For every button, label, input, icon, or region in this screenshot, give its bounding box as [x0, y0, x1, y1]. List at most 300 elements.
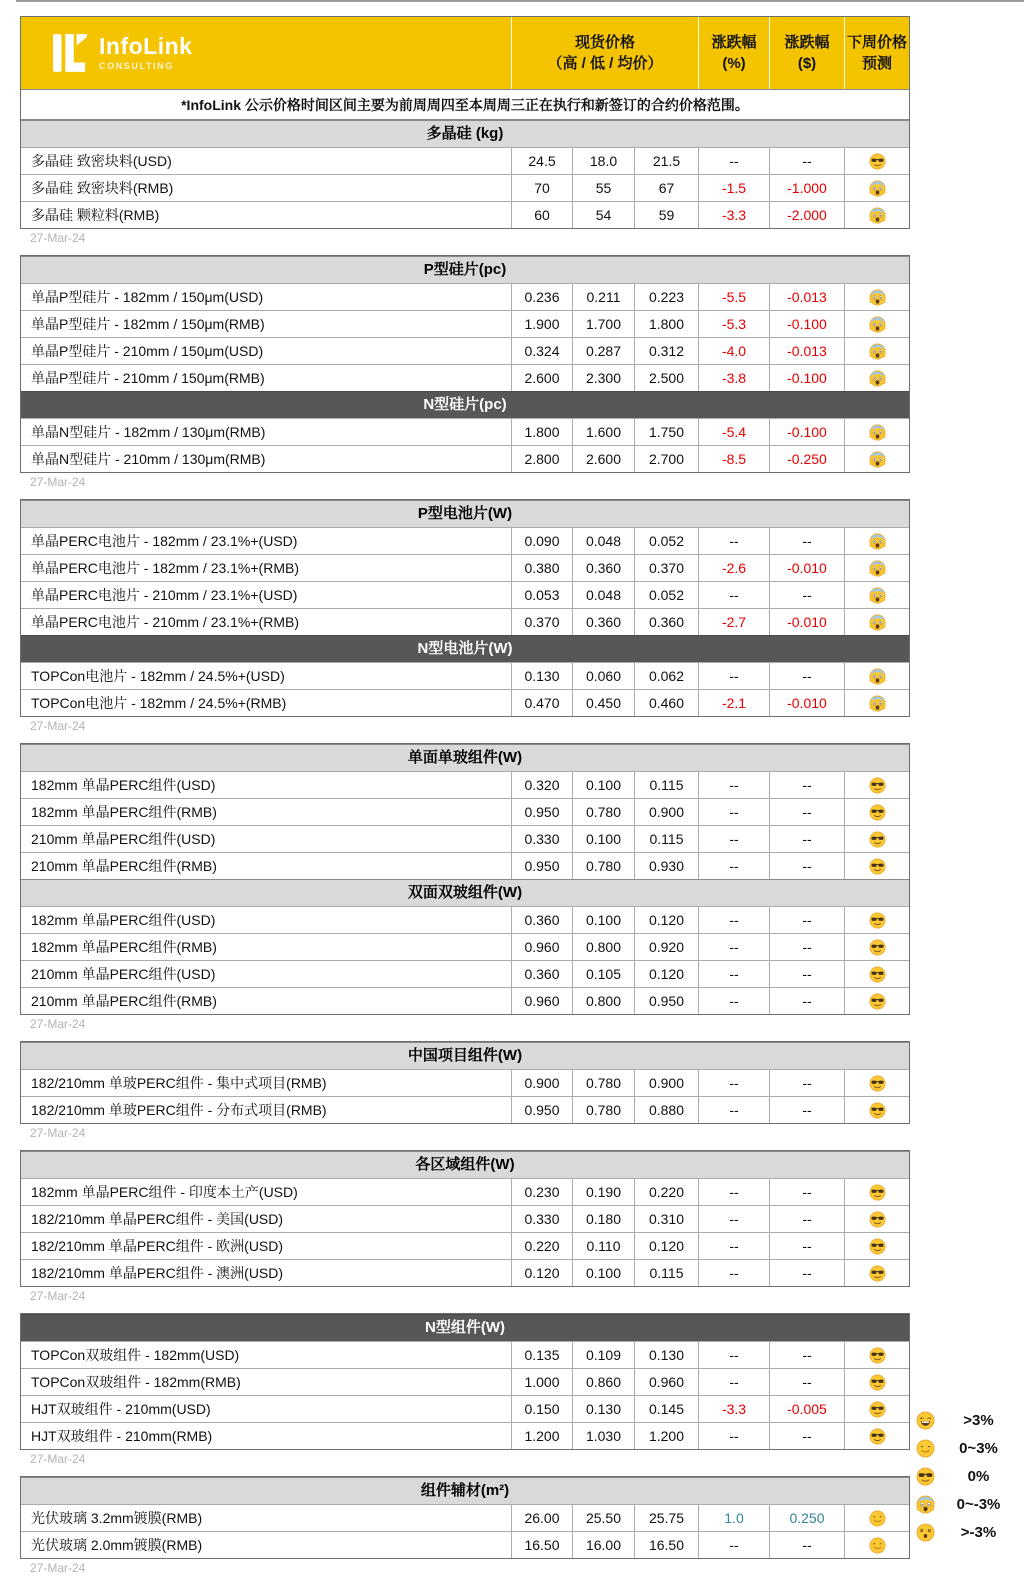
low-price-cell: 0.287 [572, 338, 634, 364]
low-price-cell: 0.780 [572, 799, 634, 825]
table-row [21, 174, 909, 201]
low-price-cell: 0.110 [572, 1233, 634, 1259]
change-pct-cell: -2.7 [698, 609, 769, 635]
product-label: 210mm 单晶PERC组件(USD) [31, 831, 216, 847]
legend-item [912, 1490, 1022, 1518]
section-header: 中国项目组件(W) [21, 1042, 909, 1069]
product-label: 182mm 单晶PERC组件 - 印度本土产(USD) [31, 1184, 298, 1200]
forecast-label-line1: 下周价格 [846, 34, 907, 51]
change-pct-sublabel: (%) [722, 55, 746, 72]
section-container [21, 120, 909, 228]
avg-price-cell: 0.220 [634, 1179, 698, 1205]
change-usd-cell: -0.100 [769, 419, 844, 445]
avg-price-cell: 0.920 [634, 934, 698, 960]
legend-label: 0~-3% [956, 1495, 1001, 1513]
high-price-cell: 16.50 [511, 1532, 572, 1558]
scream-emoji-icon [869, 316, 886, 333]
high-price-cell: 0.330 [511, 826, 572, 852]
avg-price-cell: 21.5 [634, 148, 698, 174]
table-row [21, 310, 909, 337]
table-row [21, 825, 909, 852]
scream-emoji-icon [869, 668, 886, 685]
avg-price-cell: 0.130 [634, 1342, 698, 1368]
change-usd-cell: -0.013 [769, 284, 844, 310]
column-header-forecast [844, 17, 909, 89]
low-price-cell: 0.109 [572, 1342, 634, 1368]
avg-price-cell: 0.460 [634, 690, 698, 716]
sunglasses-emoji-icon [869, 993, 886, 1010]
change-usd-cell: -- [769, 663, 844, 689]
product-label: 210mm 单晶PERC组件(RMB) [31, 993, 217, 1009]
product-label: 单晶P型硅片 - 182mm / 150μm(USD) [31, 289, 264, 305]
product-label: 单晶P型硅片 - 182mm / 150μm(RMB) [31, 316, 265, 332]
low-price-cell: 0.360 [572, 555, 634, 581]
forecast-cell [844, 528, 909, 554]
avg-price-cell: 1.750 [634, 419, 698, 445]
high-price-cell: 2.600 [511, 365, 572, 391]
forecast-cell [844, 1233, 909, 1259]
date-label: 27-Mar-24 [30, 1561, 86, 1575]
sunglasses-emoji-icon [869, 804, 886, 821]
brand-area [21, 17, 511, 89]
legend-item [912, 1518, 1022, 1546]
table-row [21, 933, 909, 960]
change-pct-cell: -- [698, 1070, 769, 1096]
change-pct-label: 涨跌幅 [711, 34, 757, 51]
section-header: P型硅片(pc) [21, 256, 909, 283]
avg-price-cell: 0.062 [634, 663, 698, 689]
avg-price-cell: 0.052 [634, 528, 698, 554]
product-label: 182mm 单晶PERC组件(USD) [31, 912, 216, 928]
date-label: 27-Mar-24 [30, 1289, 86, 1303]
change-usd-label: 涨跌幅 [784, 34, 830, 51]
section-header: 组件辅材(m²) [21, 1477, 909, 1504]
forecast-cell [844, 826, 909, 852]
high-price-cell: 0.380 [511, 555, 572, 581]
product-label: 光伏玻璃 3.2mm镀膜(RMB) [31, 1510, 203, 1526]
product-label: 单晶PERC电池片 - 210mm / 23.1%+(RMB) [31, 614, 299, 630]
product-label: 单晶N型硅片 - 210mm / 130μm(RMB) [31, 451, 266, 467]
low-price-cell: 0.105 [572, 961, 634, 987]
avg-price-cell: 0.120 [634, 907, 698, 933]
product-label: 光伏玻璃 2.0mm镀膜(RMB) [31, 1537, 203, 1553]
high-price-cell: 0.320 [511, 772, 572, 798]
high-price-cell: 0.370 [511, 609, 572, 635]
low-price-cell: 0.060 [572, 663, 634, 689]
high-price-cell: 1.200 [511, 1423, 572, 1449]
forecast-cell [844, 1369, 909, 1395]
change-pct-cell: -- [698, 907, 769, 933]
change-usd-cell: -- [769, 907, 844, 933]
low-price-cell: 55 [572, 175, 634, 201]
product-label: TOPCon双玻组件 - 182mm(USD) [31, 1347, 240, 1363]
product-label: 182mm 单晶PERC组件(USD) [31, 777, 216, 793]
grin-emoji-icon [916, 1411, 935, 1430]
forecast-cell [844, 1206, 909, 1232]
change-pct-cell: -- [698, 1206, 769, 1232]
low-price-cell: 0.048 [572, 582, 634, 608]
low-price-cell: 0.780 [572, 1070, 634, 1096]
legend-label: >-3% [960, 1523, 997, 1541]
sunglasses-emoji-icon [869, 966, 886, 983]
low-price-cell: 0.100 [572, 1260, 634, 1286]
forecast-cell [844, 934, 909, 960]
avg-price-cell: 0.900 [634, 1070, 698, 1096]
scream-emoji-icon [869, 370, 886, 387]
table-row [21, 1504, 909, 1531]
sunglasses-emoji-icon [869, 1374, 886, 1391]
table-row [21, 283, 909, 310]
change-usd-cell: -- [769, 1342, 844, 1368]
section-header: 多晶硅 (kg) [21, 120, 909, 147]
table-row [21, 364, 909, 391]
table-row [21, 1531, 909, 1558]
low-price-cell: 0.860 [572, 1369, 634, 1395]
table-row [21, 418, 909, 445]
high-price-cell: 0.960 [511, 988, 572, 1014]
low-price-cell: 0.211 [572, 284, 634, 310]
column-header-spot-price [511, 17, 698, 89]
change-usd-sublabel: ($) [797, 55, 817, 72]
sunglasses-emoji-icon [869, 1265, 886, 1282]
low-price-cell: 54 [572, 202, 634, 228]
scream-emoji-icon [869, 451, 886, 468]
change-usd-cell: -- [769, 826, 844, 852]
avg-price-cell: 0.115 [634, 772, 698, 798]
change-pct-cell: -4.0 [698, 338, 769, 364]
high-price-cell: 0.360 [511, 907, 572, 933]
table-row [21, 1368, 909, 1395]
section-header: N型硅片(pc) [21, 391, 909, 418]
high-price-cell: 0.324 [511, 338, 572, 364]
change-usd-cell: -- [769, 799, 844, 825]
avg-price-cell: 0.120 [634, 961, 698, 987]
product-label: 182/210mm 单晶PERC组件 - 澳洲(USD) [31, 1265, 284, 1281]
product-label: 多晶硅 致密块料(RMB) [31, 180, 174, 196]
low-price-cell: 1.030 [572, 1423, 634, 1449]
change-pct-cell: -- [698, 799, 769, 825]
forecast-cell [844, 1505, 909, 1531]
low-price-cell: 18.0 [572, 148, 634, 174]
price-table-block [20, 743, 910, 1015]
price-table-block [20, 499, 910, 717]
scream-emoji-icon [869, 180, 886, 197]
high-price-cell: 0.120 [511, 1260, 572, 1286]
change-usd-cell: -- [769, 1070, 844, 1096]
change-pct-cell: -- [698, 528, 769, 554]
change-usd-cell: -- [769, 1260, 844, 1286]
smile-emoji-icon [869, 1537, 886, 1554]
table-row [21, 147, 909, 174]
low-price-cell: 2.600 [572, 446, 634, 472]
change-usd-cell: -- [769, 772, 844, 798]
brand-subtitle: CONSULTING [99, 61, 174, 71]
avg-price-cell: 0.052 [634, 582, 698, 608]
table-row [21, 1422, 909, 1449]
sunglasses-emoji-icon [869, 1238, 886, 1255]
high-price-cell: 70 [511, 175, 572, 201]
product-label: 182/210mm 单晶PERC组件 - 欧洲(USD) [31, 1238, 284, 1254]
product-label: TOPCon电池片 - 182mm / 24.5%+(RMB) [31, 695, 287, 711]
scream-emoji-icon [916, 1495, 935, 1514]
forecast-cell [844, 175, 909, 201]
change-usd-cell: -0.013 [769, 338, 844, 364]
section-header: N型组件(W) [21, 1314, 909, 1341]
price-table-block [20, 1476, 910, 1559]
product-label: 210mm 单晶PERC组件(USD) [31, 966, 216, 982]
scream-emoji-icon [869, 560, 886, 577]
change-pct-cell: -- [698, 961, 769, 987]
change-pct-cell: 1.0 [698, 1505, 769, 1531]
change-pct-cell: -- [698, 148, 769, 174]
change-usd-cell: -0.010 [769, 555, 844, 581]
change-usd-cell: -- [769, 1423, 844, 1449]
change-pct-cell: -- [698, 826, 769, 852]
change-usd-cell: -- [769, 1179, 844, 1205]
change-pct-cell: -2.1 [698, 690, 769, 716]
high-price-cell: 0.150 [511, 1396, 572, 1422]
high-price-cell: 24.5 [511, 148, 572, 174]
avg-price-cell: 1.200 [634, 1423, 698, 1449]
table-row [21, 771, 909, 798]
avg-price-cell: 0.120 [634, 1233, 698, 1259]
table-row [21, 1395, 909, 1422]
change-pct-cell: -2.6 [698, 555, 769, 581]
forecast-label-line2: 预测 [861, 55, 892, 72]
avg-price-cell: 0.880 [634, 1097, 698, 1123]
forecast-cell [844, 772, 909, 798]
table-row [21, 960, 909, 987]
avg-price-cell: 59 [634, 202, 698, 228]
low-price-cell: 0.780 [572, 853, 634, 879]
disclaimer-note: *InfoLink 公示价格时间区间主要为前周周四至本周周三正在执行和新签订的合约价格范围。 [21, 89, 909, 120]
change-usd-cell: -0.010 [769, 690, 844, 716]
price-table-main-block [20, 16, 910, 229]
forecast-cell [844, 1260, 909, 1286]
low-price-cell: 0.800 [572, 988, 634, 1014]
low-price-cell: 0.190 [572, 1179, 634, 1205]
infolink-logo-icon [53, 32, 87, 74]
sunglasses-emoji-icon [869, 831, 886, 848]
sunglasses-emoji-icon [869, 939, 886, 956]
forecast-cell [844, 1342, 909, 1368]
high-price-cell: 0.960 [511, 934, 572, 960]
low-price-cell: 25.50 [572, 1505, 634, 1531]
change-pct-cell: -- [698, 988, 769, 1014]
avg-price-cell: 2.500 [634, 365, 698, 391]
forecast-cell [844, 1179, 909, 1205]
forecast-cell [844, 690, 909, 716]
avg-price-cell: 2.700 [634, 446, 698, 472]
forecast-cell [844, 1423, 909, 1449]
high-price-cell: 0.330 [511, 1206, 572, 1232]
change-usd-cell: -0.100 [769, 365, 844, 391]
low-price-cell: 0.180 [572, 1206, 634, 1232]
product-label: 182mm 单晶PERC组件(RMB) [31, 939, 217, 955]
dizzy-emoji-icon [916, 1523, 935, 1542]
product-label: 单晶PERC电池片 - 182mm / 23.1%+(RMB) [31, 560, 299, 576]
sunglasses-emoji-icon [869, 1075, 886, 1092]
avg-price-cell: 16.50 [634, 1532, 698, 1558]
product-label: 182/210mm 单玻PERC组件 - 分布式项目(RMB) [31, 1102, 327, 1118]
forecast-cell [844, 284, 909, 310]
change-pct-cell: -1.5 [698, 175, 769, 201]
avg-price-cell: 0.312 [634, 338, 698, 364]
high-price-cell: 1.000 [511, 1369, 572, 1395]
change-pct-cell: -- [698, 1097, 769, 1123]
forecast-cell [844, 446, 909, 472]
scream-emoji-icon [869, 533, 886, 550]
spot-price-label: 现货价格 [574, 34, 635, 51]
high-price-cell: 0.230 [511, 1179, 572, 1205]
change-pct-cell: -- [698, 1179, 769, 1205]
sunglasses-emoji-icon [869, 777, 886, 794]
section-header: 各区域组件(W) [21, 1151, 909, 1178]
low-price-cell: 0.450 [572, 690, 634, 716]
product-label: 多晶硅 颗粒料(RMB) [31, 207, 160, 223]
low-price-cell: 0.100 [572, 907, 634, 933]
low-price-cell: 1.600 [572, 419, 634, 445]
spot-price-sublabel: （高 / 低 / 均价） [547, 55, 663, 72]
brand-name: InfoLink [99, 33, 193, 59]
change-usd-cell: -- [769, 988, 844, 1014]
low-price-cell: 0.048 [572, 528, 634, 554]
sunglasses-emoji-icon [869, 1184, 886, 1201]
table-row [21, 798, 909, 825]
date-label: 27-Mar-24 [30, 719, 86, 733]
avg-price-cell: 0.145 [634, 1396, 698, 1422]
change-usd-cell: -0.100 [769, 311, 844, 337]
table-row [21, 581, 909, 608]
high-price-cell: 0.220 [511, 1233, 572, 1259]
date-label: 27-Mar-24 [30, 1126, 86, 1140]
avg-price-cell: 0.115 [634, 1260, 698, 1286]
avg-price-cell: 0.370 [634, 555, 698, 581]
scream-emoji-icon [869, 343, 886, 360]
high-price-cell: 60 [511, 202, 572, 228]
high-price-cell: 0.950 [511, 799, 572, 825]
change-pct-cell: -- [698, 934, 769, 960]
change-usd-cell: -2.000 [769, 202, 844, 228]
product-label: 182mm 单晶PERC组件(RMB) [31, 804, 217, 820]
section-header: N型电池片(W) [21, 635, 909, 662]
section-header: 双面双玻组件(W) [21, 879, 909, 906]
date-label: 27-Mar-24 [30, 475, 86, 489]
avg-price-cell: 0.223 [634, 284, 698, 310]
low-price-cell: 0.780 [572, 1097, 634, 1123]
price-table-block [20, 1150, 910, 1287]
change-pct-cell: -- [698, 1260, 769, 1286]
table-row [21, 852, 909, 879]
table-row [21, 445, 909, 472]
sunglasses-emoji-icon [869, 1401, 886, 1418]
high-price-cell: 0.950 [511, 1097, 572, 1123]
forecast-cell [844, 799, 909, 825]
forecast-cell [844, 1097, 909, 1123]
change-pct-cell: -5.5 [698, 284, 769, 310]
avg-price-cell: 0.960 [634, 1369, 698, 1395]
product-label: TOPCon电池片 - 182mm / 24.5%+(USD) [31, 668, 285, 684]
forecast-cell [844, 663, 909, 689]
low-price-cell: 0.100 [572, 772, 634, 798]
sunglasses-emoji-icon [916, 1467, 935, 1486]
change-usd-cell: -- [769, 853, 844, 879]
change-pct-cell: -- [698, 853, 769, 879]
change-pct-cell: -- [698, 1532, 769, 1558]
price-sheet [20, 16, 910, 1585]
high-price-cell: 0.236 [511, 284, 572, 310]
table-row [21, 689, 909, 716]
table-row [21, 201, 909, 228]
change-usd-cell: -0.010 [769, 609, 844, 635]
date-label: 27-Mar-24 [30, 1017, 86, 1031]
price-table-block [20, 255, 910, 473]
legend-label: >3% [963, 1411, 994, 1429]
avg-price-cell: 0.310 [634, 1206, 698, 1232]
table-row [21, 1096, 909, 1123]
forecast-cell [844, 609, 909, 635]
forecast-cell [844, 1532, 909, 1558]
high-price-cell: 0.360 [511, 961, 572, 987]
table-row [21, 1259, 909, 1286]
product-label: TOPCon双玻组件 - 182mm(RMB) [31, 1374, 241, 1390]
product-label: 单晶PERC电池片 - 210mm / 23.1%+(USD) [31, 587, 298, 603]
change-usd-cell: -0.005 [769, 1396, 844, 1422]
high-price-cell: 1.800 [511, 419, 572, 445]
forecast-cell [844, 1070, 909, 1096]
table-row [21, 906, 909, 933]
legend-item [912, 1462, 1022, 1490]
forecast-cell [844, 582, 909, 608]
table-row [21, 1232, 909, 1259]
change-pct-cell: -3.3 [698, 202, 769, 228]
top-border-line [16, 0, 1024, 2]
change-usd-cell: -- [769, 582, 844, 608]
low-price-cell: 16.00 [572, 1532, 634, 1558]
low-price-cell: 1.700 [572, 311, 634, 337]
avg-price-cell: 0.115 [634, 826, 698, 852]
product-label: 182/210mm 单玻PERC组件 - 集中式项目(RMB) [31, 1075, 327, 1091]
price-table-block [20, 1041, 910, 1124]
change-pct-cell: -5.3 [698, 311, 769, 337]
section-header: P型电池片(W) [21, 500, 909, 527]
price-table-block [20, 1313, 910, 1450]
change-usd-cell: -- [769, 1233, 844, 1259]
forecast-cell [844, 365, 909, 391]
sunglasses-emoji-icon [869, 1102, 886, 1119]
avg-price-cell: 0.930 [634, 853, 698, 879]
product-label: 单晶P型硅片 - 210mm / 150μm(USD) [31, 343, 264, 359]
change-pct-cell: -- [698, 663, 769, 689]
low-price-cell: 0.360 [572, 609, 634, 635]
high-price-cell: 0.130 [511, 663, 572, 689]
change-pct-cell: -- [698, 772, 769, 798]
table-row [21, 1205, 909, 1232]
table-row [21, 662, 909, 689]
change-usd-cell: -- [769, 1097, 844, 1123]
high-price-cell: 0.053 [511, 582, 572, 608]
change-usd-cell: -- [769, 961, 844, 987]
product-label: 单晶P型硅片 - 210mm / 150μm(RMB) [31, 370, 265, 386]
high-price-cell: 2.800 [511, 446, 572, 472]
forecast-cell [844, 853, 909, 879]
high-price-cell: 26.00 [511, 1505, 572, 1531]
product-label: 单晶PERC电池片 - 182mm / 23.1%+(USD) [31, 533, 298, 549]
change-usd-cell: -- [769, 934, 844, 960]
change-usd-cell: -- [769, 1532, 844, 1558]
scream-emoji-icon [869, 289, 886, 306]
change-pct-cell: -3.3 [698, 1396, 769, 1422]
